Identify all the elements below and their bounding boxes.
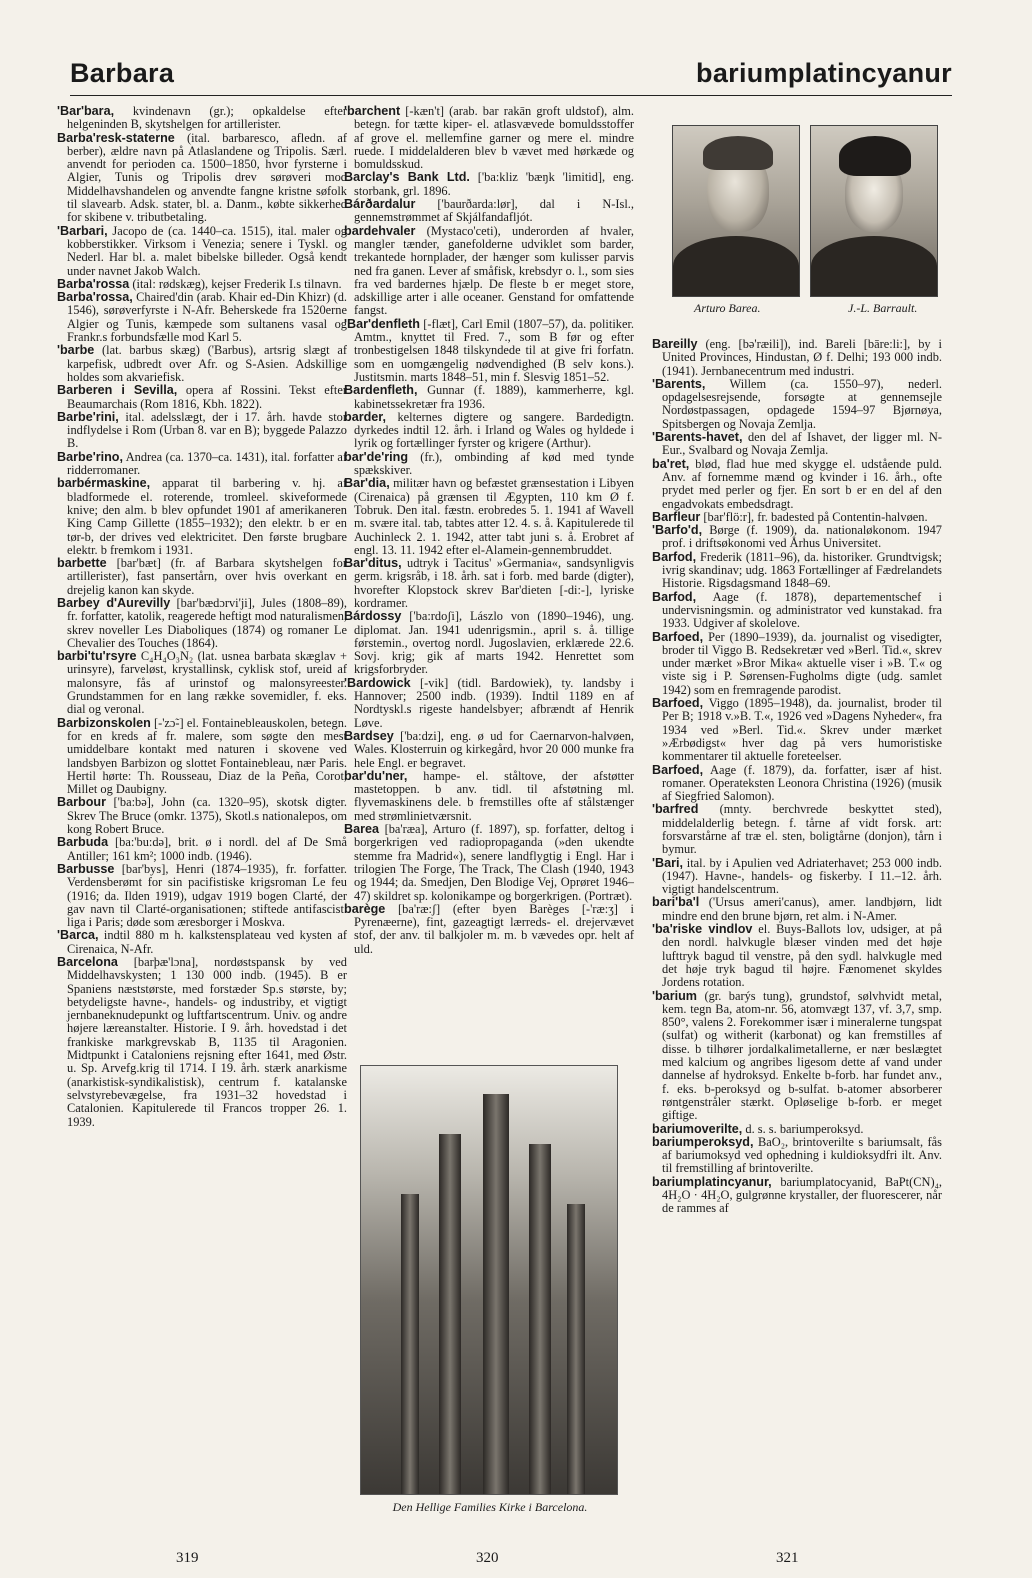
- dictionary-entry: [652, 697, 942, 763]
- page-number-right: 321: [776, 1550, 799, 1566]
- dictionary-entry: [57, 411, 347, 451]
- entry-headword: 'barium: [652, 988, 697, 1003]
- dictionary-entry: [344, 198, 634, 225]
- entry-definition: indtil 880 m h. kalkstensplateau ved kysten af Cirenaica, N-Afr.: [67, 928, 347, 956]
- dictionary-entry: [652, 338, 942, 378]
- entry-definition: [-kæn't] (arab. bar rakān groft uldstof), alm. betegn. for tætte kiper- el. atlasvævede bomuldsstoffer af grove el. mellemfine garner og mere el. mindre ruede. I middelalderen blev b vævet med hørkæde og bomuldsskud.: [354, 104, 634, 172]
- dictionary-entry: [57, 650, 347, 716]
- entry-definition: Andrea (ca. 1370–ca. 1431), ital. forfatter af ridderromaner.: [67, 449, 347, 478]
- entry-headword: barbette: [57, 556, 107, 571]
- entry-headword: Barbour: [57, 795, 106, 810]
- dictionary-entry: [652, 551, 942, 591]
- dictionary-entry: [652, 857, 942, 897]
- entry-definition: Viggo (1895–1948), da. journalist, broder til Per B; 1918 v.»B. T.«, 1926 ved »Dagens Nyheder«, fra 1934 ved »Berl. Tid.«. Skrev under mærket »Ærbødigst« hver dag på vers humoristiske kommentarer til aktuelle foreteelser.: [662, 696, 942, 764]
- entry-headword: Bareilly: [652, 337, 698, 351]
- entry-definition: BaO₂, brintoverilte s bariumsalt, fås af bariumoksyd ved ophedning i kuldioksydfri ilt. Anv. til fremstilling af brintoverilte.: [662, 1134, 942, 1176]
- dictionary-entry: [344, 384, 634, 411]
- entry-headword: bar'de'ring: [344, 449, 409, 464]
- dictionary-entry: [57, 717, 347, 797]
- entry-definition: Chaired'din (arab. Khair ed-Din Khizr) (d. 1546), sørøverfyrste i N-Afr. Beherskede fra 1520erne Algier og Tunis, kæmpede som sultanens vasal og Frankr.s forbundsfælle mod Karl 5.: [67, 290, 347, 345]
- portrait-caption-left: Arturo Barea.: [694, 301, 761, 315]
- entry-headword: Barba'resk-staterne: [57, 130, 175, 145]
- entry-headword: barbérmaskine,: [57, 476, 151, 491]
- entry-definition: d. s. s. bariumperoksyd.: [742, 1121, 864, 1136]
- dictionary-entry: [652, 458, 942, 511]
- entry-definition: el. Buys-Ballots lov, udsiger, at på den nordl. halvkugle blæser vinden med det høje lufttryk bagud til venstre, på den sydl. halvkugle med det høje tryk bagud til højre. Fænomenet skyldes Jordens rotation.: [662, 922, 942, 990]
- dictionary-entry: [344, 225, 634, 318]
- entry-definition: [bar'bædɔrvi'ji], Jules (1808–89), fr. forfatter, katolik, reagerede heftigt mod naturalismen, skrev noveller Les Diaboliques (1874) og romaner Le Chevalier des Touches (1864).: [67, 595, 348, 650]
- entry-headword: Barea: [344, 822, 380, 837]
- entry-headword: Bar'dia,: [344, 476, 390, 491]
- entry-headword: 'Bari,: [652, 855, 683, 870]
- entry-definition: ['baurðarda:lør], dal i N-Isl., gennemstrømmet af Skjálfandafljót.: [354, 197, 634, 225]
- column-2: [344, 105, 634, 956]
- entry-definition: [-vik] (tidl. Bardowiek), ty. landsby i Hannover; 2500 indb. (1939). Indtil 1189 en af Nordtyskl.s rigeste handelsbyer; afbrændt af Henrik Løve.: [354, 675, 634, 730]
- entry-definition: Per (1890–1939), da. journalist og visedigter, broder til Viggo B. Redsekretær ved »Berl. Tid.«, skrev under mærket »Bror Mika« aktuelle viser i »B. T.« og viste sig i P. Sørensen-Fugholms digte (udg. samlet 1942) som en fremragende parodist.: [662, 629, 942, 697]
- portrait-caption-right: J.-L. Barrault.: [848, 301, 918, 315]
- entry-definition: udtryk i Tacitus' »Germania«, sandsynligvis germ. krigsråb, i 18. årh. sat i forb. med barde (digter), hvorefter Klopstock skrev Bar'dieten [-di:-], lyriske kordramer.: [354, 556, 634, 610]
- entry-headword: Barcelona: [57, 955, 118, 969]
- entry-definition: opera af Rossini. Tekst efter Beaumarchais (Rom 1816, Kbh. 1822).: [67, 383, 348, 411]
- portraits: [672, 125, 940, 325]
- dictionary-entry: [344, 477, 634, 557]
- dictionary-entry: [57, 956, 347, 1129]
- dictionary-entry: [652, 631, 942, 697]
- entry-headword: bari'ba'l: [652, 895, 700, 910]
- entry-definition: ['ba:rdoʃi], Lászlo von (1890–1946), ung. diplomat. Jan. 1941 udenrigsmin., april s. å. tillige førstemin., overtog nordl. Jugoslavien, erklærede 22.6. Sovj. krig; gik af marts 1942. Henrettet som krigsforbryder.: [354, 609, 634, 677]
- entry-definition: [ba:'bu:də], brit. ø i nordl. del af De Små Antiller; 161 km²; 1000 indb. (1946).: [67, 835, 347, 863]
- entry-definition: den del af Ishavet, der ligger ml. N-Eur., Svalbard og Novaja Zemlja.: [662, 430, 942, 458]
- entry-headword: Barfleur: [652, 509, 701, 524]
- dictionary-entry: [652, 524, 942, 551]
- entry-headword: Barbusse: [57, 861, 115, 876]
- dictionary-entry: [57, 597, 347, 650]
- dictionary-entry: [57, 384, 347, 411]
- entry-definition: C₄H₄O₃N₂ (lat. usnea barbata skæglav + urinsyre), farveløst, krystallinsk, cyklisk stof, ureid af malonsyre, fås af urinstof og malonsyreester. Grundstammen for en lang række sovemidler, f. eks. dial og veronal.: [67, 649, 347, 717]
- entry-definition: Frederik (1811–96), da. historiker. Grundtvigsk; ivrig skandinav; udg. 1863 Fortællinger af Fædrelandets Historie. Rigsdagsmand 1848–69.: [662, 549, 942, 591]
- entry-definition: [-flæt], Carl Emil (1807–57), da. politiker. Amtm., knyttet til Fred. 7., som B før og efter tronbestigelsen 1848 tilskyndede til at give fri forfatn. som en uomgængelig nødvendighed (B selv kons.). Justitsmin. marts 1848–51, min f. Slesvig 1851–52.: [354, 316, 634, 384]
- dictionary-entry: [652, 1123, 942, 1136]
- cathedral-photo: [360, 1065, 618, 1495]
- dictionary-entry: [652, 511, 942, 524]
- dictionary-entry: [652, 1136, 942, 1176]
- dictionary-entry: [652, 896, 942, 923]
- dictionary-entry: [344, 451, 634, 478]
- entry-definition: [bar'bys], Henri (1874–1935), fr. forfatter. Verdensberømt for sin pacifistiske krigsroman Le feu (1916; da. Ilden 1919), udgav 1919 bogen Clarté, der gav navn til Clarté-organisationen; stiftede antifascist. liga i Paris; døde som æresborger i Moskva.: [67, 861, 347, 930]
- entry-headword: barège: [344, 901, 386, 916]
- entry-headword: 'Barbari,: [57, 223, 108, 238]
- dictionary-entry: [57, 477, 347, 557]
- entry-definition: (mnty. berchvrede beskyttet sted), middelalderlig betegn. f. tårne af vidt forsk. art: forsvarstårne af træ el. sten, boligtårne (donjon), tårn i bymur.: [662, 802, 942, 857]
- dictionary-entry: [652, 431, 942, 458]
- entry-definition: (eng. [bə'ræili]), ind. Bareli [bāre:li:], by i United Provinces, Hindustan, Ø f. Delhi; 193 000 indb. (1941). Jernbanecentrum med industri.: [662, 337, 942, 378]
- entry-definition: Willem (ca. 1550–97), nederl. opdagelsesrejsende, forsøgte at gennemsejle Nordøstpassagen, opdagede 1594–97 Bjørnøya, Spitsbergen og Novaja Zemlja.: [662, 376, 942, 431]
- column-3: [652, 338, 942, 1216]
- dictionary-entry: [344, 105, 634, 171]
- entry-headword: 'ba'riske vindlov: [652, 922, 753, 937]
- dictionary-entry: [57, 557, 347, 597]
- dictionary-entry: [652, 378, 942, 431]
- dictionary-entry: [344, 557, 634, 610]
- entry-headword: Barberen i Sevilla,: [57, 383, 178, 398]
- entry-headword: Barbey d'Aurevilly: [57, 595, 171, 610]
- dictionary-entry: [344, 411, 634, 451]
- entry-headword: bariumoverilte,: [652, 1121, 743, 1136]
- entry-headword: 'Bar'bara,: [57, 104, 115, 118]
- entry-headword: 'Barents,: [652, 376, 706, 391]
- entry-headword: Bardsey: [344, 728, 394, 743]
- dictionary-entry: [57, 132, 347, 225]
- entry-headword: Barbuda: [57, 835, 109, 850]
- dictionary-entry: [344, 770, 634, 823]
- entry-definition: Aage (f. 1878), departementschef i undervisningsmin. og administrator ved kunstakad. fra 1933. Udgiver af skolelove.: [662, 589, 942, 631]
- dictionary-entry: [57, 863, 347, 929]
- entry-definition: Børge (f. 1909), da. nationaløkonom. 1947 prof. i driftsøkonomi ved Århus Universitet.: [662, 523, 942, 551]
- column-1: [57, 105, 347, 1129]
- entry-definition: (ital. barbaresco, afledn. af berber), ældre navn på Atlaslandene og Tripolis. Særl. anvendt for perioden ca. 1500–1850, hvor fyrsterne i Algier, Tunis og Tripolis drev sørøveri mod Middelhavshandelen og anvendte fangne kristne søfolk til slavearb. Adsk. stater, bl. a. Danm., købte sikkerhed for skibene v. tributbetaling.: [67, 130, 347, 225]
- entry-definition: (fr.), ombinding af kød med tynde spækskiver.: [354, 449, 634, 478]
- entry-definition: Aage (f. 1879), da. forfatter, især af hist. romaner. Operateksten Leonora Christina (1926) (musik af Siegfried Salomon).: [662, 762, 942, 804]
- entry-headword: ba'ret,: [652, 456, 690, 471]
- entry-definition: (Mystaco'ceti), underorden af hvaler, mangler tænder, ganefolderne udviklet som barder, trekantede hornplader, der hænger som kulisser parvis ned fra ganen. Lever af småfisk, krebsdyr o. l., som sies fra ved bardernes hjælp. De fleste b er meget store, adskillige arter i alle oceaner. Genstand for omfattende fangst.: [354, 223, 634, 318]
- entry-definition: (lat. barbus skæg) ('Barbus), artsrig slægt af karpefisk, udbredt over Afr. og S-Asien. Adskillige holdes som akvariefisk.: [67, 343, 347, 384]
- dictionary-entry: [57, 344, 347, 384]
- dictionary-entry: [57, 451, 347, 478]
- dictionary-entry: [652, 764, 942, 804]
- entry-definition: (gr. barýs tung), grundstof, sølvhvidt metal, kem. tegn Ba, atom-nr. 56, atomvægt 137, vf. 3,7, smp. 850°, valens 2. Forekommer især i mineralerne tungspat (sulfat) og witherit (karbonat) og kan fremstilles af disse. b tilhører jordalkalimetallerne, er nær beslægtet med kalcium og angribes ligesom dette af vand under dannelse af hydroksyd. Enkelte b-forb. har fundet anv., f. eks. b-peroksyd og b-sulfat. b-atomer absorberer røntgenstråler stærkt. Opløselige b-forb. er meget giftige.: [662, 988, 942, 1123]
- dictionary-entry: [344, 171, 634, 198]
- entry-definition: [-'zɔ̃-] el. Fontainebleauskolen, betegn. for en kreds af fr. malere, som søgte den mest umiddelbare kontakt med naturen i skovene ved landsbyen Barbizon og slottet Fontainebleau, nær Paris. Hertil hørte: Th. Rousseau, Diaz de la Peña, Corot, Millet og Daubigny.: [67, 715, 347, 797]
- dictionary-entry: [344, 318, 634, 384]
- entry-headword: bariumplatincyanur,: [652, 1174, 772, 1189]
- entry-definition: kelternes digtere og sangere. Bardedigtn. dyrkedes indtil 12. årh. i Irland og Wales og hyldede i lyrik og fortællinger fyrster og krigere (Arthur).: [354, 409, 634, 451]
- entry-headword: Bar'ditus,: [344, 556, 402, 571]
- page-number-center: 320: [476, 1550, 499, 1566]
- entry-definition: hampe- el. ståltove, der afstøtter mastetoppen. b anv. tidl. til afstøtning ml. flyvemaskinens dele. b fremstilles ofte af stålstænger med strømlinietværsnit.: [354, 768, 634, 823]
- dictionary-entry: [57, 278, 347, 291]
- entry-definition: militær havn og befæstet grænsestation i Libyen (Cirenaica) på grænsen til Ægypten, 110 km Ø f. Tobruk. Den ital. fæstn. erobredes 5. 1. 1941 af Wavell m. svære ital. tab, tabtes atter 12. 4. s. å. Kapitulerede til Auchinleck 2. 1. 1942, atter tabt juni s. å. Erobret af engl. 13. 11. 1942 efter el-Alamein-gennembruddet.: [354, 476, 634, 557]
- entry-headword: Bárðardalur: [344, 197, 416, 212]
- entry-definition: ['ba:dzi], eng. ø ud for Caernarvon-halvøen, Wales. Klosterruin og kirkegård, hvor 20 000 munke fra hele Engl. er begravet.: [354, 728, 634, 770]
- portrait-photo-barea: [672, 125, 800, 297]
- entry-headword: 'Barents-havet,: [652, 430, 743, 445]
- entry-headword: bariumperoksyd,: [652, 1134, 754, 1149]
- entry-headword: barbi'tu'rsyre: [57, 649, 137, 664]
- entry-headword: Barfoed,: [652, 762, 704, 777]
- entry-definition: ('Ursus ameri'canus), amer. landbjørn, lidt mindre end den brune bjørn, ret alm. i N-Amer.: [662, 895, 942, 923]
- entry-headword: 'Bardowick: [344, 675, 411, 690]
- entry-headword: Barbe'rino,: [57, 449, 123, 464]
- entry-headword: Barba'rossa,: [57, 290, 133, 305]
- running-head-left: Barbara: [70, 58, 175, 88]
- dictionary-entry: [57, 105, 347, 132]
- dictionary-entry: [57, 836, 347, 863]
- entry-definition: [bar'flö:r], fr. badested på Contentin-halvøen.: [700, 509, 928, 524]
- entry-definition: ['ba:bə], John (ca. 1320–95), skotsk digter. Skrev The Bruce (omkr. 1375), Skotl.s nationalepos, om kong Robert Bruce.: [67, 795, 347, 837]
- dictionary-entry: [652, 923, 942, 989]
- entry-headword: 'Bar'denfleth: [344, 316, 420, 331]
- dictionary-entry: [652, 990, 942, 1123]
- entry-headword: Barfod,: [652, 589, 697, 604]
- dictionary-entry: [652, 803, 942, 856]
- dictionary-entry: [652, 591, 942, 631]
- entry-definition: blød, flad hue med skygge el. udstående puld. Anv. af fornemme mænd og kvinder i 16. årh., ofte prydet med perler og fjer. En sort b er en del af den engadvokats embedsdragt.: [662, 456, 942, 511]
- entry-definition: Jacopo de (ca. 1440–ca. 1515), ital. maler og kobberstikker. Virksom i Venezia; senere i Tyskl. og Nederl. Har bl. a. malet bibelske billeder. Også kendt under navnet Jakob Walch.: [67, 223, 347, 278]
- entry-headword: bardehvaler: [344, 223, 416, 238]
- entry-definition: ital. by i Apulien ved Adriaterhavet; 253 000 indb. (1947). Havne-, handels- og fiskerby. I 11.–12. årh. vigtigt handelscentrum.: [662, 855, 942, 897]
- entry-definition: Gunnar (f. 1889), kammerherre, kgl. kabinetssekretær fra 1936.: [354, 383, 634, 411]
- portrait-photo-barrault: [810, 125, 938, 297]
- page-number-left: 319: [176, 1550, 199, 1566]
- photo-caption: Den Hellige Families Kirke i Barcelona.: [392, 1500, 588, 1514]
- dictionary-entry: [344, 610, 634, 676]
- entry-definition: (ital: rødskæg), kejser Frederik I.s tilnavn.: [129, 276, 342, 291]
- dictionary-entry: [57, 929, 347, 956]
- entry-headword: 'Barfo'd,: [652, 523, 703, 538]
- entry-headword: Barfod,: [652, 549, 697, 564]
- entry-headword: Bardenfleth,: [344, 383, 418, 398]
- entry-definition: [ba'ræa], Arturo (f. 1897), sp. forfatter, deltog i borgerkrigen ved radiopropaganda (»den ukendte stemme fra Madrid«), senere landflygtig i Engl. Har i trilogien The Forge, The Track, The Clash (1940, 1943 og 1944; da. Smedjen, Den Blodige Vej, Oprøret 1946–47) skildret sp. kolonikampe og borgerkrigen. (Portræt).: [354, 822, 634, 903]
- entry-headword: Barclay's Bank Ltd.: [344, 170, 470, 185]
- dictionary-entry: [344, 823, 634, 903]
- entry-headword: Barbizonskolen: [57, 715, 151, 730]
- entry-definition: kvindenavn (gr.); opkaldelse efter helgeninden B, skytshelgen for artillerister.: [67, 104, 347, 132]
- entry-definition: ital. adelsslægt, der i 17. årh. havde stor indflydelse i Rom (Urban 8. var en B); byggede Palazzo B.: [67, 409, 347, 451]
- entry-headword: 'Barca,: [57, 928, 99, 943]
- entry-headword: 'barbe: [57, 343, 95, 358]
- entry-definition: ['ba:kliz 'bæŋk 'limitid], eng. storbank, grl. 1896.: [354, 170, 634, 198]
- entry-headword: Bárdossy: [344, 609, 402, 624]
- dictionary-entry: [652, 1176, 942, 1216]
- entry-definition: bariumplatocyanid, BaPt(CN)₄, 4H₂O · 4H₂O, gulgrønne krystaller, der fluorescerer, når de rammes af: [662, 1174, 942, 1216]
- dictionary-entry: [344, 730, 634, 770]
- entry-definition: [bar'bæt] (fr. af Barbara skytshelgen for artillerister), fast pansertårn, over hvis overkant en drejelig kanon kan skyde.: [67, 556, 347, 597]
- dictionary-entry: [57, 225, 347, 278]
- entry-headword: Barbe'rini,: [57, 409, 119, 424]
- entry-definition: [ba'ræ:ʃ] (efter byen Barèges [-'ræ:ʒ] i Pyrenæerne), fint, gazeagtigt lærreds- el. drejervævet stof, der anv. til balkjoler m. m. b vævedes opr. helt af uld.: [354, 901, 634, 956]
- entry-headword: bar'du'ner,: [344, 768, 408, 783]
- entry-headword: barder,: [344, 409, 386, 424]
- entry-headword: 'barchent: [344, 104, 401, 118]
- header-rule: [70, 95, 952, 96]
- dictionary-entry: [344, 677, 634, 730]
- entry-headword: Barfoed,: [652, 696, 704, 711]
- dictionary-entry: [57, 291, 347, 344]
- dictionary-entry: [57, 796, 347, 836]
- entry-headword: Barfoed,: [652, 629, 704, 644]
- entry-headword: Barba'rossa: [57, 276, 130, 291]
- entry-definition: [barþæ'lɔna], nordøstspansk by ved Middelhavskysten; 1 130 000 indb. (1945). B er Spaniens næststørste, med forstæder Sp.s største, by; betydeligste havne-, handels- og industriby, et vigtigt jernbaneknudepunkt og luftfartscentrum. Univ. og andre højere læreanstalter. Historie. I 9. årh. hovedstad i det frankiske markgrevskab B, 1135 til Aragonien. Midtpunkt i Cataloniens rejsning efter 1641, med Østr. u. Sp. Arvefg.krig til 1714. I 19. årh. stærk anarkisme (anarkistisk-syndikalistisk), centrum f. katalanske selvstyrebevægelse, fra 1931–32 hovedstad i Catalonien. Kapitulerede til Francos tropper 26. 1. 1939.: [67, 955, 347, 1129]
- running-head-right: bariumplatincyanur: [696, 58, 952, 88]
- entry-definition: apparat til barbering v. hj. af bladformede el. roterende, tromleel. skiveformede knive; den alm. b blev opfundet 1901 af amerikaneren King Camp Gillette (1855–1932); den elektr. b er en tør-b, der drives ved elektricitet. Den første brugbare elektr. b fremkom i 1931.: [67, 476, 347, 557]
- dictionary-entry: [344, 903, 634, 956]
- entry-headword: 'barfred: [652, 802, 699, 817]
